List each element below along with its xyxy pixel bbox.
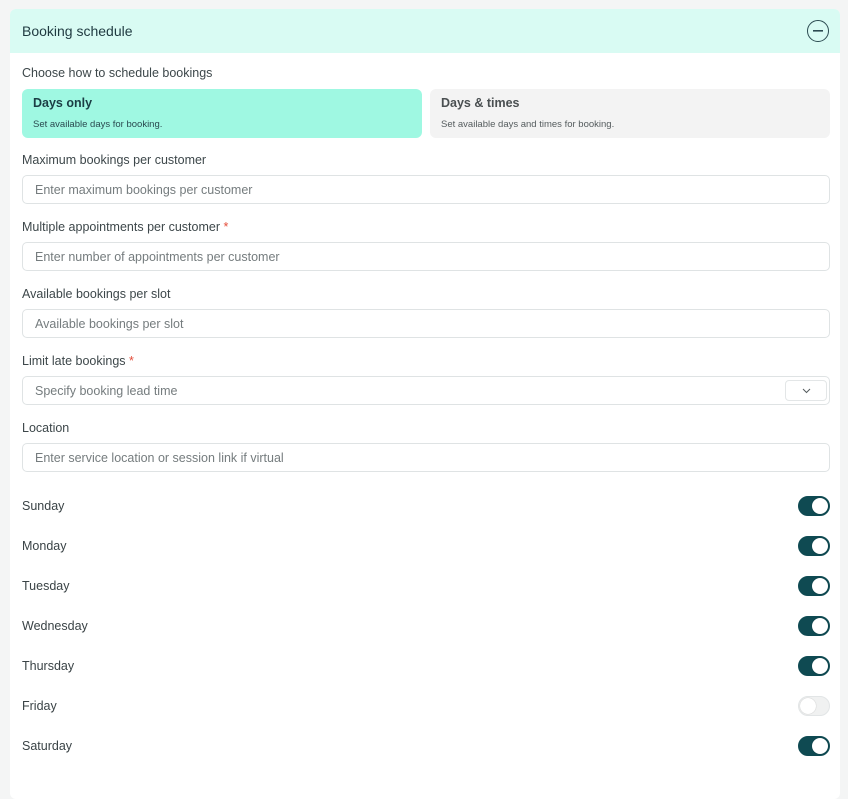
day-row-saturday <box>22 726 830 766</box>
multiple-appointments-placeholder: Enter number of appointments per customer <box>35 249 280 264</box>
day-toggle-friday[interactable] <box>798 696 830 716</box>
day-row-tuesday <box>22 566 830 606</box>
max-bookings-placeholder: Enter maximum bookings per customer <box>35 182 253 197</box>
day-row-monday <box>22 526 830 566</box>
day-toggle-saturday[interactable] <box>798 736 830 756</box>
mode-option-days-only[interactable] <box>22 89 422 138</box>
toggle-knob <box>812 498 828 514</box>
day-name: Tuesday <box>22 579 70 593</box>
limit-late-bookings-label <box>22 354 830 368</box>
day-toggle-monday[interactable] <box>798 536 830 556</box>
day-name: Saturday <box>22 739 73 753</box>
multiple-appointments-input[interactable] <box>22 242 830 271</box>
max-bookings-label-text: Maximum bookings per customer <box>22 153 207 167</box>
location-input[interactable] <box>22 443 830 472</box>
limit-late-bookings-label-text: Limit late bookings <box>22 354 126 368</box>
day-row-wednesday <box>22 606 830 646</box>
location-placeholder: Enter service location or session link if virtual <box>35 450 284 465</box>
toggle-knob <box>812 538 828 554</box>
mode-option-title: Days only <box>33 96 93 110</box>
panel-title: Booking schedule <box>22 23 133 39</box>
minus-circle-icon <box>813 30 823 32</box>
day-name: Monday <box>22 539 67 553</box>
available-per-slot-label <box>22 287 830 301</box>
toggle-knob <box>812 618 828 634</box>
max-bookings-label <box>22 153 830 167</box>
mode-option-description: Set available days for booking. <box>33 119 163 130</box>
chevron-down-icon <box>802 388 811 394</box>
multiple-appointments-label-text: Multiple appointments per customer <box>22 220 221 234</box>
toggle-knob <box>800 698 816 714</box>
day-toggle-tuesday[interactable] <box>798 576 830 596</box>
max-bookings-input[interactable] <box>22 175 830 204</box>
location-label-text: Location <box>22 421 70 435</box>
limit-late-bookings-placeholder: Specify booking lead time <box>35 383 178 398</box>
panel-header[interactable] <box>10 9 840 53</box>
schedule-mode-options <box>22 89 830 138</box>
mode-option-title: Days & times <box>441 96 520 110</box>
day-name: Friday <box>22 699 57 713</box>
mode-option-description: Set available days and times for booking. <box>441 119 615 130</box>
multiple-appointments-label <box>22 220 830 234</box>
day-toggle-sunday[interactable] <box>798 496 830 516</box>
collapse-button[interactable] <box>807 20 829 42</box>
day-name: Wednesday <box>22 619 88 633</box>
toggle-knob <box>812 578 828 594</box>
day-row-sunday <box>22 486 830 526</box>
day-row-thursday <box>22 646 830 686</box>
day-name: Thursday <box>22 659 75 673</box>
available-per-slot-input[interactable] <box>22 309 830 338</box>
available-per-slot-placeholder: Available bookings per slot <box>35 316 184 331</box>
day-toggle-thursday[interactable] <box>798 656 830 676</box>
available-per-slot-label-text: Available bookings per slot <box>22 287 171 301</box>
required-marker: * <box>129 354 134 368</box>
day-name: Sunday <box>22 499 65 513</box>
required-marker: * <box>223 220 229 234</box>
limit-late-bookings-select[interactable] <box>22 376 830 405</box>
dropdown-toggle[interactable] <box>785 380 827 401</box>
toggle-knob <box>812 738 828 754</box>
available-days-list <box>22 486 830 766</box>
toggle-knob <box>812 658 828 674</box>
schedule-mode-label: Choose how to schedule bookings <box>22 66 213 80</box>
day-row-friday <box>22 686 830 726</box>
location-label <box>22 421 830 435</box>
mode-option-days-times[interactable] <box>430 89 830 138</box>
day-toggle-wednesday[interactable] <box>798 616 830 636</box>
booking-schedule-panel <box>10 9 840 799</box>
